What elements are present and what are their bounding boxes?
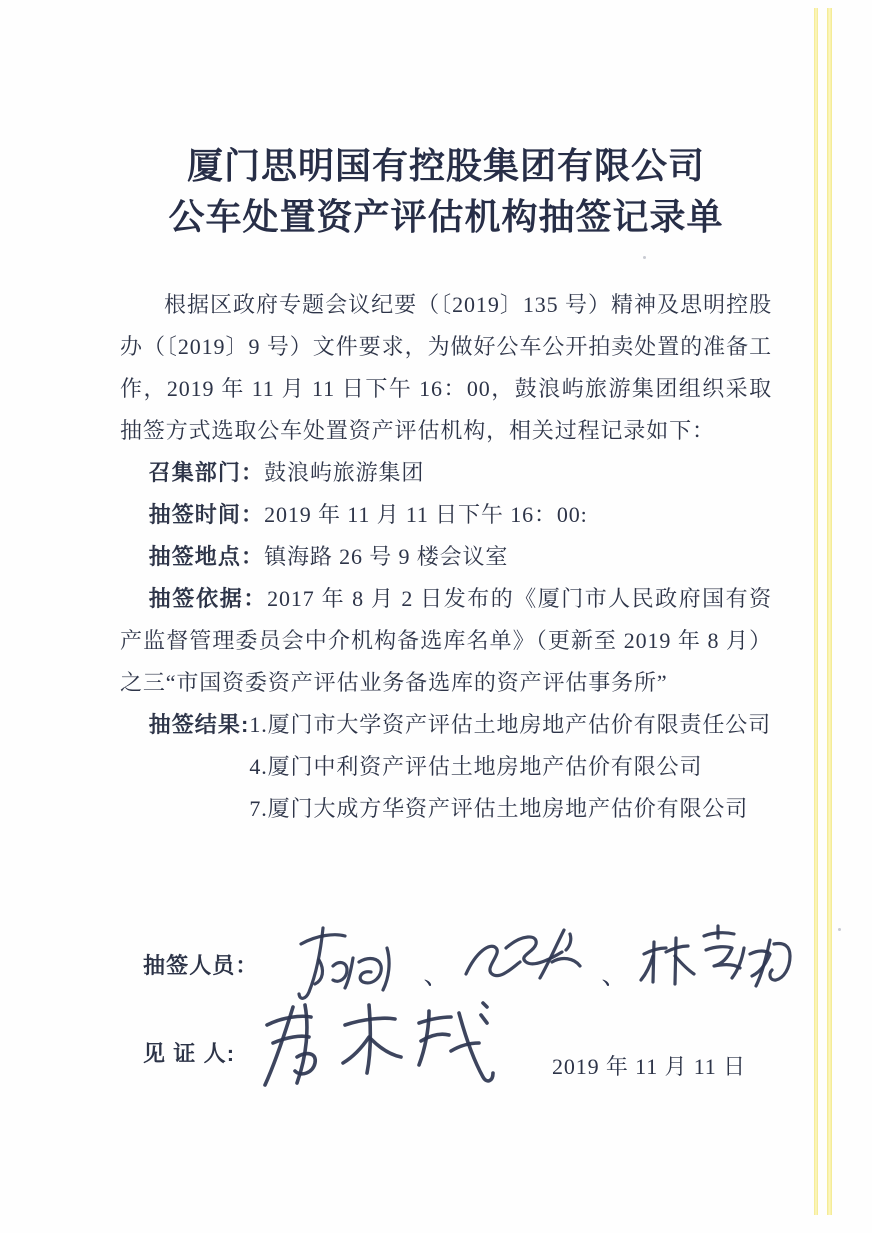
witness-signature-row xyxy=(143,1000,503,1104)
field-value: 2019 年 11 月 11 日下午 16：00: xyxy=(264,502,588,527)
result-item: 1.厦门市大学资产评估土地房地产估价有限责任公司 xyxy=(249,712,772,737)
document-title xyxy=(120,140,772,242)
field-value: 2017 年 8 月 2 日发布的《厦门市人民政府国有资产监督管理委员会中介机构备选库名单》（更新至 2019 年 8 月）之三“市国资委资产评估业务备选库的资产评估事务所” xyxy=(120,586,772,695)
signature-separator: 、 xyxy=(601,960,628,990)
result-item: 7.厦门大成方华资产评估土地房地产估价有限公司 xyxy=(249,796,749,821)
personnel-signature-3 xyxy=(638,920,796,1002)
field-lottery-basis xyxy=(120,578,772,704)
field-label: 抽签依据： xyxy=(148,586,268,611)
field-value: 鼓浪屿旅游集团 xyxy=(264,460,425,485)
field-label: 抽签时间： xyxy=(148,502,265,527)
results-list xyxy=(249,704,772,830)
lottery-results xyxy=(149,704,772,830)
result-item: 4.厦门中利资产评估土地房地产估价有限公司 xyxy=(249,754,703,779)
document-date: 2019 年 11 月 11 日 xyxy=(552,1054,746,1079)
field-lottery-place xyxy=(120,536,772,578)
title-line-1: 厦门思明国有控股集团有限公司 xyxy=(186,145,705,186)
witness-signature xyxy=(253,993,503,1103)
results-label: 抽签结果: xyxy=(148,712,250,737)
personnel-label: 抽签人员： xyxy=(143,952,259,978)
witness-label: 见 证 人: xyxy=(143,1040,236,1066)
intro-paragraph: 根据区政府专题会议纪要（〔2019〕135 号）精神及思明控股办（〔2019〕9 号）文件要求，为做好公车公开拍卖处置的准备工作，2019 年 11 月 11 日下午 16：00，鼓浪屿旅游集团组织采取抽签方式选取公车处置资产评估机构，相关过程记录如下： xyxy=(120,292,772,443)
field-label: 召集部门： xyxy=(148,460,265,485)
field-label: 抽签地点： xyxy=(148,544,265,569)
title-line-2: 公车处置资产评估机构抽签记录单 xyxy=(168,196,724,237)
personnel-signature-2 xyxy=(460,922,588,994)
document-content xyxy=(120,140,772,830)
field-lottery-time xyxy=(120,494,772,536)
scan-page-edge-line xyxy=(814,8,818,1215)
field-convening-department xyxy=(120,452,772,494)
scan-page-edge-line xyxy=(827,8,832,1215)
field-value: 镇海路 26 号 9 楼会议室 xyxy=(264,544,509,569)
scan-speck xyxy=(838,928,841,931)
signature-separator: 、 xyxy=(423,960,450,990)
document-body xyxy=(120,284,772,830)
